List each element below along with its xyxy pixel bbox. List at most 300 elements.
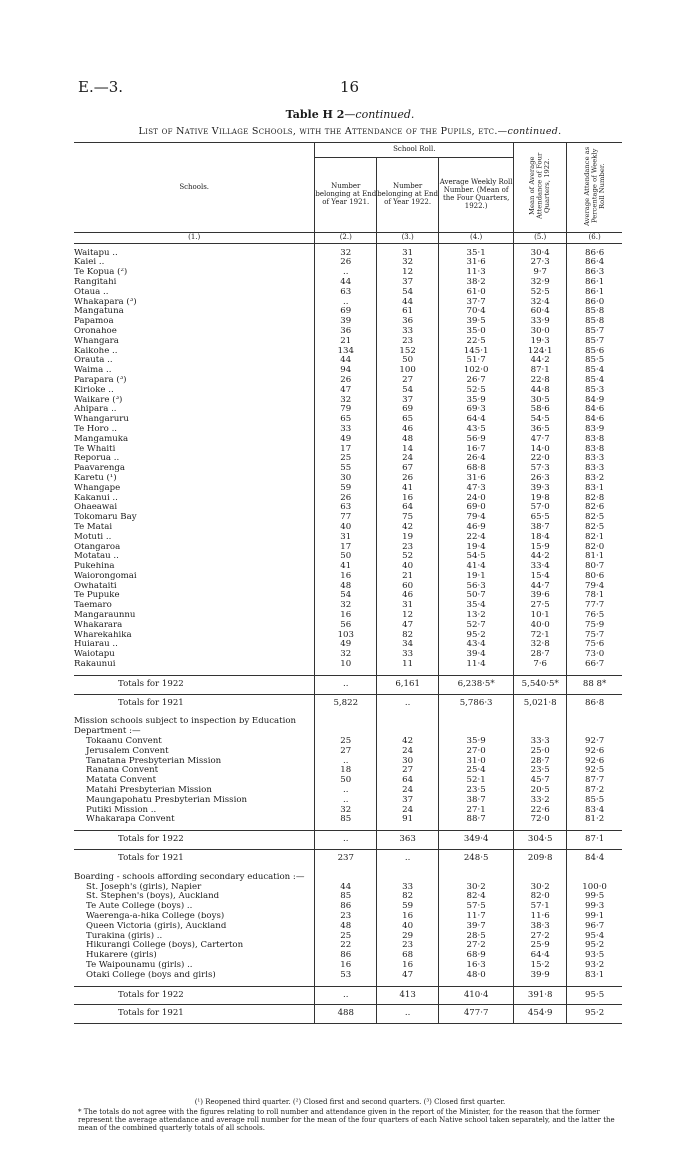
weekly-roll: 56·3 (439, 582, 514, 592)
school-name: Totals for 1922 (74, 831, 315, 850)
mean-attendance: 44·2 (514, 356, 567, 366)
roll-1922: 16 (377, 494, 439, 504)
table-row (74, 494, 622, 504)
mean-attendance: 87·1 (514, 366, 567, 376)
mean-attendance: 36·5 (514, 425, 567, 435)
totals-row (74, 831, 622, 850)
roll-1921: 39 (315, 317, 377, 327)
roll-1921: 103 (315, 631, 377, 641)
school-name: Papamoa (74, 317, 114, 327)
school-name: Hukarere (girls) (86, 951, 157, 961)
table-subtitle (0, 126, 700, 137)
roll-1921: 86 (315, 902, 377, 912)
mean-attendance: 124·1 (514, 347, 567, 357)
weekly-roll: 52·1 (439, 776, 514, 786)
mean-attendance: 304·5 (514, 831, 567, 850)
table-row (74, 621, 622, 631)
mean-attendance: 60·4 (514, 307, 567, 317)
roll-1922: 14 (377, 445, 439, 455)
school-name: Waikare (³) (74, 395, 123, 405)
attendance-percentage: 83·9 (567, 425, 622, 435)
mean-attendance: 209·8 (514, 850, 567, 868)
attendance-percentage: 75·7 (567, 631, 622, 641)
mean-attendance: 32·8 (514, 640, 567, 650)
school-name: Paavarenga (74, 464, 125, 474)
school-name: Whangaruru (74, 415, 129, 425)
attendance-percentage: 81·1 (567, 552, 622, 562)
mean-attendance: 33·3 (514, 737, 567, 747)
roll-1921: 79 (315, 405, 377, 415)
roll-1922: 60 (377, 582, 439, 592)
mean-attendance: 33·2 (514, 796, 567, 806)
roll-1921: 49 (315, 640, 377, 650)
roll-1922: 52 (377, 552, 439, 562)
mean-attendance: 27·5 (514, 601, 567, 611)
roll-1921: 47 (315, 386, 377, 396)
mean-attendance: 15·9 (514, 543, 567, 553)
roll-1922: 23 (377, 337, 439, 347)
roll-1922: 75 (377, 513, 439, 523)
mean-attendance: 28·7 (514, 650, 567, 660)
roll-1922: .. (377, 850, 439, 868)
roll-1922: 42 (377, 737, 439, 747)
roll-1921: .. (315, 986, 377, 1005)
totals-row (74, 675, 622, 694)
roll-1922: 37 (377, 796, 439, 806)
roll-1922: 30 (377, 757, 439, 767)
school-name: Totals for 1922 (74, 675, 315, 694)
roll-1922: 11 (377, 660, 439, 670)
roll-1922: 24 (377, 806, 439, 816)
table-row (74, 288, 622, 298)
attendance-percentage: 84·9 (567, 396, 622, 406)
roll-1922: .. (377, 1005, 439, 1024)
roll-1922: 152 (377, 347, 439, 357)
attendance-percentage: 85·5 (567, 796, 622, 806)
roll-1922: 26 (377, 474, 439, 484)
attendance-percentage: 83·8 (567, 445, 622, 455)
roll-1922: 64 (377, 776, 439, 786)
weekly-roll: 54·5 (439, 552, 514, 562)
attendance-percentage: 82·1 (567, 533, 622, 543)
school-name: Te Waipounamu (girls) .. (86, 960, 193, 970)
mean-attendance: 39·3 (514, 484, 567, 494)
weekly-roll: 52·5 (439, 386, 514, 396)
mean-attendance: 23·5 (514, 766, 567, 776)
mean-attendance: 44·2 (514, 552, 567, 562)
table-row (74, 386, 622, 396)
mean-attendance: 5,021·8 (514, 694, 567, 712)
roll-1921: 50 (315, 552, 377, 562)
attendance-percentage: 92·6 (567, 747, 622, 757)
attendance-percentage: 86·0 (567, 298, 622, 308)
school-name: Te Horo .. (74, 424, 118, 434)
school-name: St. Joseph's (girls), Napier (86, 882, 202, 892)
mean-attendance: 25·0 (514, 747, 567, 757)
col-header-school-roll: School Roll. (315, 143, 514, 158)
weekly-roll: 50·7 (439, 591, 514, 601)
section-heading: Boarding - schools affording secondary education :— (74, 872, 305, 882)
roll-1921: 32 (315, 601, 377, 611)
table-row (74, 464, 622, 474)
weekly-roll: 39·5 (439, 317, 514, 327)
table-row (74, 523, 622, 533)
weekly-roll: 11·4 (439, 660, 514, 670)
attendance-percentage: 83·3 (567, 454, 622, 464)
weekly-roll: 6,238·5* (439, 675, 514, 694)
attendance-percentage: 85·5 (567, 356, 622, 366)
weekly-roll: 43·4 (439, 640, 514, 650)
roll-1922: .. (377, 694, 439, 712)
attendance-percentage: 96·7 (567, 922, 622, 932)
empty-cell (439, 717, 514, 737)
empty-cell (567, 717, 622, 737)
roll-1921: 56 (315, 621, 377, 631)
roll-1921: .. (315, 831, 377, 850)
roll-1922: 69 (377, 405, 439, 415)
school-name: Otaki College (boys and girls) (86, 970, 216, 980)
table-row (74, 951, 622, 961)
mean-attendance: 22·8 (514, 376, 567, 386)
roll-1921: 25 (315, 454, 377, 464)
school-name: Totals for 1921 (74, 850, 315, 868)
school-name: Whangara (74, 336, 119, 346)
roll-1921: 5,822 (315, 694, 377, 712)
table-row (74, 445, 622, 455)
roll-1921: 31 (315, 533, 377, 543)
school-name: Wharekahika (74, 630, 132, 640)
table-row (74, 317, 622, 327)
roll-1922: 61 (377, 307, 439, 317)
table-subtitle-cont: continued. (507, 126, 562, 137)
mean-attendance: 52·5 (514, 288, 567, 298)
attendance-percentage: 95·2 (567, 1005, 622, 1024)
col-header-percentage (567, 143, 622, 233)
weekly-roll: 13·2 (439, 611, 514, 621)
mean-attendance: 10·1 (514, 611, 567, 621)
table-row (74, 376, 622, 386)
empty-cell (439, 873, 514, 883)
school-name: Matata Convent (86, 776, 157, 786)
table-row (74, 278, 622, 288)
roll-1922: 54 (377, 288, 439, 298)
weekly-roll: 35·9 (439, 737, 514, 747)
mean-attendance: 39·9 (514, 971, 567, 981)
weekly-roll: 39·7 (439, 922, 514, 932)
attendance-percentage: 86·3 (567, 268, 622, 278)
roll-1921: 16 (315, 611, 377, 621)
school-name: Totals for 1921 (74, 694, 315, 712)
attendance-percentage: 85·3 (567, 386, 622, 396)
page-number: 16 (340, 78, 360, 96)
table-row (74, 543, 622, 553)
weekly-roll: 477·7 (439, 1005, 514, 1024)
attendance-percentage: 93·5 (567, 951, 622, 961)
roll-1922: 12 (377, 268, 439, 278)
table-row (74, 396, 622, 406)
table-row (74, 366, 622, 376)
roll-1921: 25 (315, 932, 377, 942)
attendance-percentage: 92·7 (567, 737, 622, 747)
mean-attendance: 57·3 (514, 464, 567, 474)
roll-1922: 37 (377, 396, 439, 406)
attendance-percentage: 81·2 (567, 815, 622, 825)
school-name: Totals for 1922 (74, 986, 315, 1005)
mean-attendance: 57·1 (514, 902, 567, 912)
school-name: Whakapara (³) (74, 297, 137, 307)
weekly-roll: 27·0 (439, 747, 514, 757)
school-name: Motatau .. (74, 552, 119, 562)
weekly-roll: 38·7 (439, 796, 514, 806)
table-row (74, 405, 622, 415)
school-name: Reporua .. (74, 454, 120, 464)
attendance-percentage: 75·9 (567, 621, 622, 631)
footnote-marks: (¹) Reopened third quarter. (²) Closed first and second quarters. (³) Closed first quarter. (194, 1098, 506, 1106)
roll-1921: .. (315, 757, 377, 767)
roll-1921: 69 (315, 307, 377, 317)
mean-attendance: 11·6 (514, 912, 567, 922)
roll-1922: 100 (377, 366, 439, 376)
weekly-roll: 30·2 (439, 883, 514, 893)
weekly-roll: 28·5 (439, 932, 514, 942)
attendance-percentage: 86·1 (567, 288, 622, 298)
weekly-roll: 79·4 (439, 513, 514, 523)
roll-1921: 26 (315, 494, 377, 504)
roll-1922: 413 (377, 986, 439, 1005)
roll-1921: .. (315, 796, 377, 806)
roll-1921: 21 (315, 337, 377, 347)
table-row (74, 892, 622, 902)
col-number-4: (4.) (439, 232, 514, 243)
table-row (74, 806, 622, 816)
attendance-percentage: 85·8 (567, 317, 622, 327)
attendance-percentage: 75·6 (567, 640, 622, 650)
attendance-percentage: 83·4 (567, 806, 622, 816)
school-name: Oronahoe (74, 326, 117, 336)
table-row (74, 356, 622, 366)
roll-1922: 68 (377, 951, 439, 961)
attendance-percentage: 92·5 (567, 766, 622, 776)
weekly-roll: 47·3 (439, 484, 514, 494)
weekly-roll: 70·4 (439, 307, 514, 317)
school-name: Taemaro (74, 601, 112, 611)
table-row (74, 337, 622, 347)
roll-1921: 54 (315, 591, 377, 601)
col-header-mean-attendance-text: Mean of Average Attendance of Four Quarters, 1922. (528, 152, 551, 220)
mean-attendance: 58·6 (514, 405, 567, 415)
roll-1922: 24 (377, 747, 439, 757)
roll-1922: 33 (377, 327, 439, 337)
school-name: Mangaraunnu (74, 611, 136, 621)
school-name: Queen Victoria (girls), Auckland (86, 921, 227, 931)
attendance-percentage: 85·7 (567, 337, 622, 347)
roll-1921: 26 (315, 258, 377, 268)
roll-1921: 237 (315, 850, 377, 868)
attendance-percentage: 83·3 (567, 464, 622, 474)
roll-1921: 16 (315, 961, 377, 971)
roll-1922: 42 (377, 523, 439, 533)
roll-1921: .. (315, 786, 377, 796)
mean-attendance: 57·0 (514, 503, 567, 513)
table-row (74, 582, 622, 592)
table-row (74, 815, 622, 825)
school-name: Jerusalem Convent (86, 746, 169, 756)
roll-1921: 17 (315, 543, 377, 553)
mean-attendance: 44·7 (514, 582, 567, 592)
weekly-roll: 22·5 (439, 337, 514, 347)
col-header-weekly-roll: Average Weekly Roll Number. (Mean of the Four Quarters, 1922.) (439, 158, 514, 233)
col-number-3: (3.) (377, 232, 439, 243)
table-row (74, 562, 622, 572)
weekly-roll: 26·7 (439, 376, 514, 386)
roll-1922: 67 (377, 464, 439, 474)
roll-1921: 86 (315, 951, 377, 961)
table-row (74, 347, 622, 357)
attendance-percentage: 82·6 (567, 503, 622, 513)
school-name: Te Kopua (²) (74, 268, 128, 278)
weekly-roll: 61·0 (439, 288, 514, 298)
attendance-percentage: 87·7 (567, 776, 622, 786)
roll-1921: 17 (315, 445, 377, 455)
attendance-percentage: 99·1 (567, 912, 622, 922)
roll-1921: 53 (315, 971, 377, 981)
roll-1922: 19 (377, 533, 439, 543)
school-name: Te Whaiti (74, 444, 116, 454)
section-heading: Mission schools subject to inspection by Education Department :— (74, 717, 297, 737)
col-header-1921: Number belonging at End of Year 1921. (315, 158, 377, 233)
attendance-percentage: 86·6 (567, 249, 622, 259)
weekly-roll: 35·0 (439, 327, 514, 337)
school-name: Mangatuna (74, 307, 124, 317)
table-row (74, 660, 622, 670)
roll-1921: 33 (315, 425, 377, 435)
attendance-percentage: 99·3 (567, 902, 622, 912)
mean-attendance: 5,540·5* (514, 675, 567, 694)
attendance-percentage: 95·5 (567, 986, 622, 1005)
weekly-roll: 57·5 (439, 902, 514, 912)
mean-attendance: 454·9 (514, 1005, 567, 1024)
school-name: Waitapu .. (74, 248, 118, 258)
roll-1922: 46 (377, 591, 439, 601)
attendance-percentage: 84·4 (567, 850, 622, 868)
roll-1921: 48 (315, 582, 377, 592)
weekly-roll: 82·4 (439, 892, 514, 902)
mean-attendance: 72·0 (514, 815, 567, 825)
table-row (74, 258, 622, 268)
mean-attendance: 32·4 (514, 298, 567, 308)
weekly-roll: 25·4 (439, 766, 514, 776)
mean-attendance: 64·4 (514, 951, 567, 961)
school-name: Whakarapa Convent (86, 815, 175, 825)
roll-1922: 82 (377, 631, 439, 641)
attendance-percentage: 86·4 (567, 258, 622, 268)
weekly-roll: 88·7 (439, 815, 514, 825)
roll-1921: 134 (315, 347, 377, 357)
empty-cell (377, 717, 439, 737)
attendance-percentage: 85·4 (567, 366, 622, 376)
table-row (74, 484, 622, 494)
school-name: Kaikohe .. (74, 346, 118, 356)
school-name: Mangamuka (74, 434, 129, 444)
weekly-roll: 48·0 (439, 971, 514, 981)
table-row (74, 932, 622, 942)
empty-cell (514, 717, 567, 737)
table-row (74, 796, 622, 806)
attendance-percentage: 79·4 (567, 582, 622, 592)
roll-1921: 94 (315, 366, 377, 376)
col-header-schools: Schools. (74, 143, 315, 233)
table-row (74, 747, 622, 757)
roll-1922: 27 (377, 766, 439, 776)
roll-1922: 23 (377, 543, 439, 553)
roll-1922: 32 (377, 258, 439, 268)
roll-1922: 23 (377, 941, 439, 951)
mean-attendance: 32·9 (514, 278, 567, 288)
attendance-percentage: 86·1 (567, 278, 622, 288)
weekly-roll: 23·5 (439, 786, 514, 796)
weekly-roll: 39·4 (439, 650, 514, 660)
school-name: Waerenga-a-hika College (boys) (86, 912, 225, 921)
roll-1921: 65 (315, 415, 377, 425)
roll-1922: 50 (377, 356, 439, 366)
empty-cell (514, 873, 567, 883)
school-name: Otangaroa (74, 542, 121, 552)
table-row (74, 971, 622, 981)
roll-1922: 36 (377, 317, 439, 327)
weekly-roll: 145·1 (439, 347, 514, 357)
weekly-roll: 35·4 (439, 601, 514, 611)
school-name: Huiarau .. (74, 640, 118, 650)
school-name: Owhataiti (74, 581, 117, 591)
mean-attendance: 47·7 (514, 435, 567, 445)
weekly-roll: 68·8 (439, 464, 514, 474)
attendance-percentage: 85·4 (567, 376, 622, 386)
roll-1922: 24 (377, 454, 439, 464)
roll-1922: 40 (377, 562, 439, 572)
roll-1922: 16 (377, 961, 439, 971)
weekly-roll: 410·4 (439, 986, 514, 1005)
mean-attendance: 38·3 (514, 922, 567, 932)
mean-attendance: 391·8 (514, 986, 567, 1005)
attendance-percentage: 83·1 (567, 484, 622, 494)
school-name: Parapara (³) (74, 375, 127, 385)
roll-1921: 55 (315, 464, 377, 474)
empty-cell (567, 873, 622, 883)
weekly-roll: 102·0 (439, 366, 514, 376)
roll-1922: 44 (377, 298, 439, 308)
table-row (74, 650, 622, 660)
col-header-percentage-text: Average Attendance as Percentage of Weekly Roll Number. (582, 146, 606, 226)
weekly-roll: 16·3 (439, 961, 514, 971)
attendance-percentage: 82·0 (567, 543, 622, 553)
roll-1921: 25 (315, 737, 377, 747)
attendance-percentage: 84·6 (567, 415, 622, 425)
mean-attendance: 38·7 (514, 523, 567, 533)
mean-attendance: 22·0 (514, 454, 567, 464)
table-body (74, 243, 622, 1024)
roll-1921: 85 (315, 815, 377, 825)
table-row (74, 776, 622, 786)
school-name: Te Aute College (boys) .. (86, 902, 193, 912)
roll-1921: 77 (315, 513, 377, 523)
roll-1922: 54 (377, 386, 439, 396)
section-heading-row (74, 717, 622, 737)
attendance-percentage: 83·8 (567, 435, 622, 445)
attendance-percentage: 82·8 (567, 494, 622, 504)
roll-1921: 32 (315, 249, 377, 259)
weekly-roll: 31·6 (439, 258, 514, 268)
table-row (74, 902, 622, 912)
